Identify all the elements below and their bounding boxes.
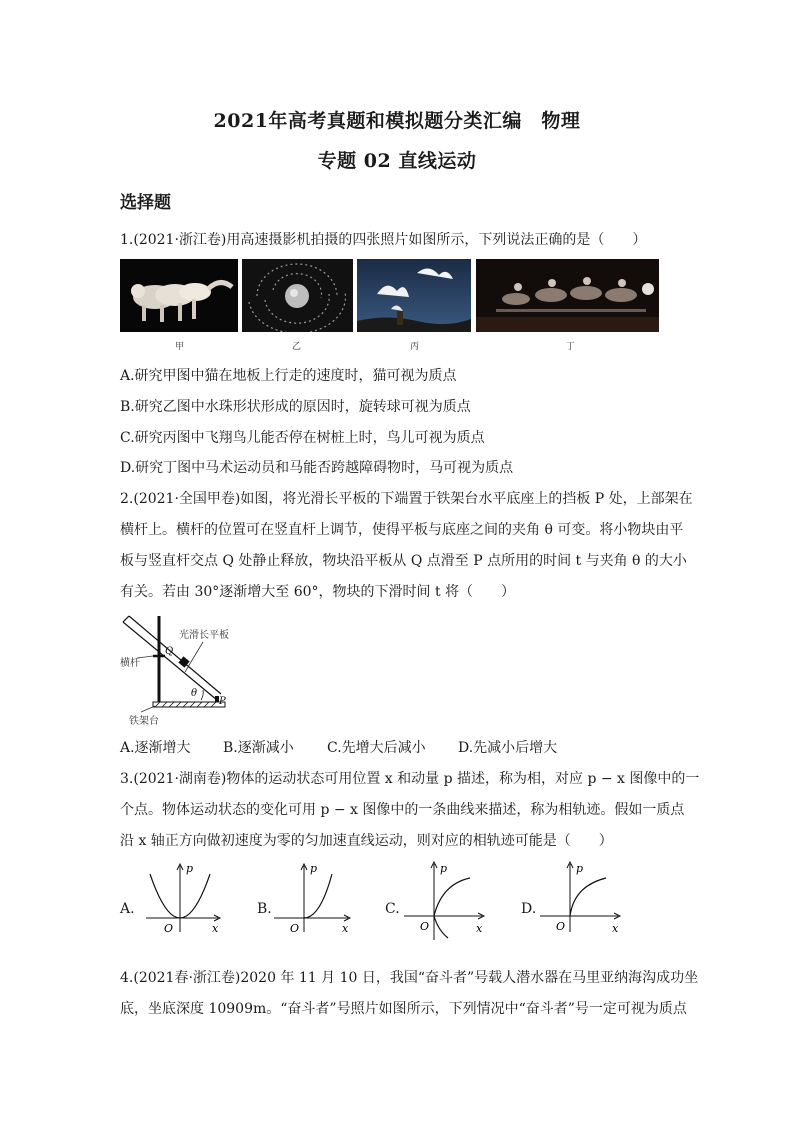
graph-c-y-label: p — [440, 862, 448, 875]
q3-line-2: 个点。物体运动状态的变化可用 p − x 图像中的一条曲线来描述，称为相轨迹。假如一质点 — [120, 802, 685, 818]
graph-d-label: D. — [521, 901, 537, 917]
graph-c-x-label: x — [476, 922, 483, 935]
label-board: 光滑长平板 — [179, 630, 229, 641]
q4-line-2: 底，坐底深度 10909m。“奋斗者”号照片如图所示，下列情况中“奋斗者”号一定可视为质点 — [120, 1001, 687, 1017]
cat-image — [120, 259, 238, 332]
q2-option-c: C.先增大后减小 — [327, 740, 426, 756]
q2-option-d: D.先减小后增大 — [458, 740, 558, 756]
photo-spinning-ball — [242, 259, 353, 332]
q1-stem: 1.(2021·浙江卷)用高速摄影机拍摄的四张照片如图所示，下列说法正确的是（ ） — [120, 232, 647, 248]
photo-birds — [357, 259, 471, 332]
label-stand: 铁架台 — [129, 716, 159, 727]
caption-jia: 甲 — [175, 342, 185, 352]
q1-option-d: D.研究丁图中马术运动员和马能否跨越障碍物时，马可视为质点 — [120, 460, 514, 476]
graph-a-origin: O — [164, 922, 174, 935]
photo-cat — [120, 259, 238, 332]
q1-option-c: C.研究丙图中飞翔鸟儿能否停在树桩上时，鸟儿可视为质点 — [120, 430, 485, 446]
graph-a-y-label: p — [186, 862, 194, 875]
graph-d — [534, 860, 629, 936]
birds-image — [357, 259, 471, 332]
q2-option-a: A.逐渐增大 — [120, 740, 191, 756]
graph-d-origin: O — [556, 920, 566, 933]
graph-c-label: C. — [385, 901, 400, 917]
graph-b — [268, 860, 358, 936]
q2-line-4: 有关。若由 30°逐渐增大至 60°，物块的下滑时间 t 将（ ） — [120, 584, 516, 600]
section-heading: 选择题 — [120, 193, 171, 213]
q3-line-3: 沿 x 轴正方向做初速度为零的匀加速直线运动，则对应的相轨迹可能是（ ） — [120, 833, 613, 849]
equestrian-image — [476, 259, 659, 332]
graph-a-label: A. — [120, 901, 135, 917]
graph-d-y-label: p — [576, 862, 584, 875]
graph-b-y-label: p — [310, 862, 318, 875]
q2-line-1: 2.(2021·全国甲卷)如图，将光滑长平板的下端置于铁架台水平底座上的挡板 P 处，上部架在 — [120, 491, 693, 507]
document-subtitle: 专题 02 直线运动 — [317, 150, 477, 172]
label-crossbar: 横杆 — [120, 658, 140, 669]
label-theta: θ — [191, 688, 198, 699]
graph-b-origin: O — [290, 922, 300, 935]
spinning-ball-image — [242, 259, 353, 332]
caption-bing: 丙 — [410, 342, 420, 352]
document-title: 2021年高考真题和模拟题分类汇编 物理 — [213, 110, 581, 132]
caption-yi: 乙 — [292, 342, 302, 352]
q2-option-b: B.逐渐减小 — [223, 740, 294, 756]
q2-line-3: 板与竖直杆交点 Q 处静止释放，物块沿平板从 Q 点滑至 P 点所用的时间 t 与夹角 θ 的大小 — [120, 553, 687, 569]
q2-apparatus-figure — [115, 614, 265, 728]
graph-c-origin: O — [420, 920, 430, 933]
label-p: P — [219, 696, 226, 707]
q1-option-b: B.研究乙图中水珠形状形成的原因时，旋转球可视为质点 — [120, 399, 471, 415]
caption-ding: 丁 — [566, 342, 576, 352]
q2-line-2: 横杆上。横杆的位置可在竖直杆上调节，使得平板与底座之间的夹角 θ 可变。将小物块由平 — [120, 522, 684, 538]
graph-d-x-label: x — [612, 922, 619, 935]
graph-b-x-label: x — [342, 922, 349, 935]
graph-c — [398, 860, 493, 944]
photo-equestrian — [476, 259, 659, 332]
q1-option-a: A.研究甲图中猫在地板上行走的速度时，猫可视为质点 — [120, 368, 457, 384]
q3-line-1: 3.(2021·湖南卷)物体的运动状态可用位置 x 和动量 p 描述，称为相，对应 p − x 图像中的一 — [120, 771, 700, 787]
q4-line-1: 4.(2021春·浙江卷)2020 年 11 月 10 日，我国“奋斗者”号载人潜水器在马里亚纳海沟成功坐 — [120, 970, 699, 986]
graph-a — [136, 860, 226, 936]
graph-b-label: B. — [257, 901, 272, 917]
label-q: Q — [165, 646, 174, 657]
graph-a-x-label: x — [212, 922, 219, 935]
